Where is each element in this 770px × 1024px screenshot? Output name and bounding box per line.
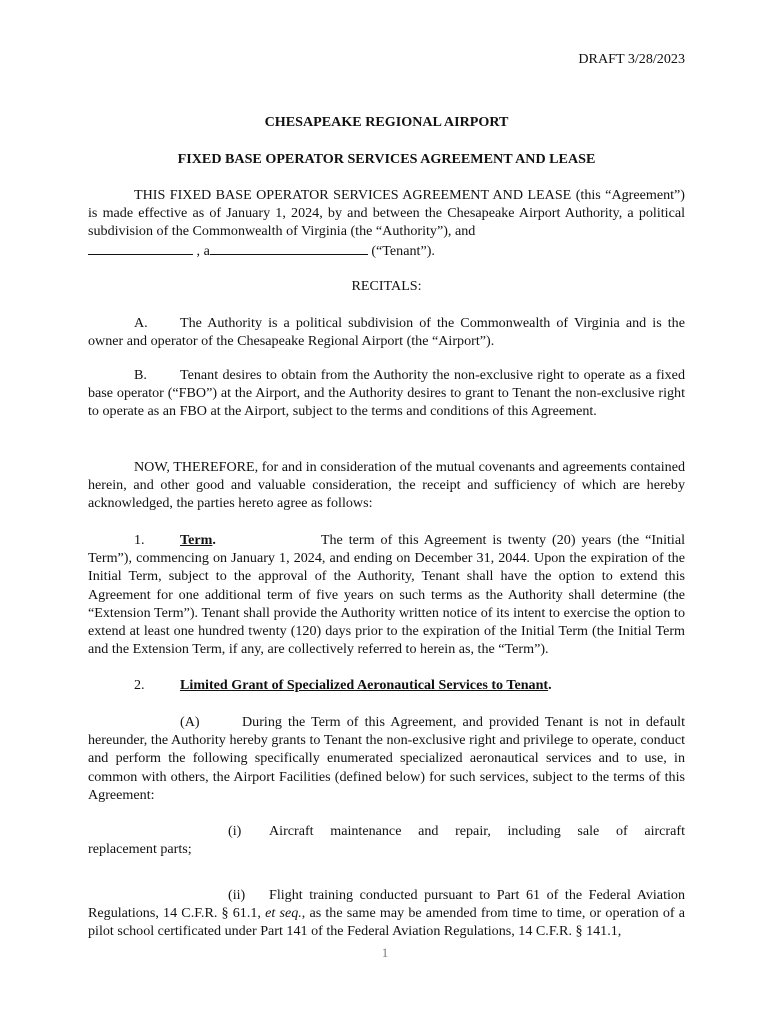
draft-date: DRAFT 3/28/2023 (578, 51, 685, 67)
recital-b (88, 366, 685, 421)
item-i-label: (i) (228, 823, 242, 839)
recital-a-label: A. (134, 315, 148, 331)
page-number: 1 (381, 946, 389, 960)
section-1-text: The term of this Agreement is twenty (20) years (the “Initial Term”), commencing on January 1, 2024, and ending on December 31, 2044. Upon the expiration of the Initial Term, subject to the approval of the Authority, Tenant shall have the option to extend this Agreement for one additional term of five years on such terms as the Authority shall determine (the “Extension Term”). Tenant shall provide the Authority written notice of its intent to exercise the option to extend at least one hundred twenty (120) days prior to the expiration of the Initial Term (the Initial Term and the Extension Term, if any, are collectively referred to herein as, the “Term”). (88, 532, 685, 658)
section-2a (88, 713, 685, 804)
section-2a-text: During the Term of this Agreement, and provided Tenant is not in default hereunder, the Authority hereby grants to Tenant the non-exclusive right and privilege to operate, conduct and perform the following specifically enumerated specialized aeronautical services and to use, in common with others, the Airport Facilities (defined below) for such services, subject to the terms of this Agreement: (88, 714, 685, 803)
item-ii-text: Flight training conducted pursuant to Part 61 of the Federal Aviation (269, 887, 685, 903)
section-2-heading-line: 2. Limited Grant of Specialized Aeronautical Services to Tenant. (134, 677, 552, 693)
item-i (88, 822, 685, 840)
section-2a-label: (A) (180, 714, 200, 730)
intro-end: (“Tenant”). (367, 242, 435, 259)
recital-a (88, 314, 685, 350)
intro-paragraph (88, 186, 685, 260)
intro-text: THIS FIXED BASE OPERATOR SERVICES AGREEMENT AND LEASE (this “Agreement”) is made effective as of January 1, 2024, by and between the Chesapeake Airport Authority, a political subdivision of the Commonwealth of Virginia (the “Authority”), and (88, 187, 685, 240)
section-2-number: 2. (134, 677, 145, 693)
recitals-heading: RECITALS: (351, 278, 422, 294)
item-ii-label: (ii) (228, 887, 246, 903)
title-agreement: FIXED BASE OPERATOR SERVICES AGREEMENT AND LEASE (177, 151, 596, 167)
item-ii-cont-em: et seq. (265, 905, 302, 922)
recital-b-text: Tenant desires to obtain from the Authority the non-exclusive right to operate as a fixed base operator (“FBO”) at the Airport, and the Authority desires to grant to Tenant the non-exclusive right to operate as an FBO at the Airport, subject to the terms and conditions of this Agreement. (88, 367, 685, 420)
intro-mid: , a (193, 242, 210, 259)
blank-line-party (88, 241, 193, 255)
blank-line-entity (210, 241, 368, 255)
item-i-continued: replacement parts; (88, 841, 192, 857)
section-2-heading: Limited Grant of Specialized Aeronautical Services to Tenant (180, 677, 549, 693)
item-ii-cont-post: , as the same may be amended from time to time, or operation of a pilot school certificated under Part 141 of the Federal Aviation Regulations, 14 C.F.R. § 141.1, (88, 905, 685, 940)
recital-a-text: The Authority is a political subdivision of the Commonwealth of Virginia and is the owner and operator of the Chesapeake Regional Airport (the “Airport”). (88, 315, 685, 350)
recital-b-label: B. (134, 367, 147, 383)
section-1-number: 1. (134, 532, 145, 548)
section-1-heading: Term (180, 532, 213, 548)
section-1: 1. Term. The term of this Agreement is twenty (20) years (the “Initial Term”), commencing on January 1, 2024, and ending on December 31, 2044. Upon the expiration of the Initial Term, subject to the approval of the Authority, Tenant shall have the option to extend this Agreement for one additional term of five years on such terms as the Authority shall determine (the “Extension Term”). Tenant shall provide the Authority written notice of its intent to exercise the option to extend at least one hundred twenty (120) days prior to the expiration of the Initial Term (the Initial Term and the Extension Term, if any, are collectively referred to herein as, the “Term”). (88, 532, 685, 658)
item-ii-cont-pre: Regulations, 14 C.F.R. § 61.1, (88, 905, 266, 922)
now-therefore-paragraph: NOW, THEREFORE, for and in consideration of the mutual covenants and agreements contained herein, and other good and valuable consideration, the receipt and sufficiency of which are hereby acknowledged, the parties hereto agree as follows: (88, 459, 685, 512)
title-airport: CHESAPEAKE REGIONAL AIRPORT (264, 114, 509, 130)
item-ii (88, 886, 685, 941)
item-i-text: Aircraft maintenance and repair, including sale of aircraft (269, 823, 685, 839)
